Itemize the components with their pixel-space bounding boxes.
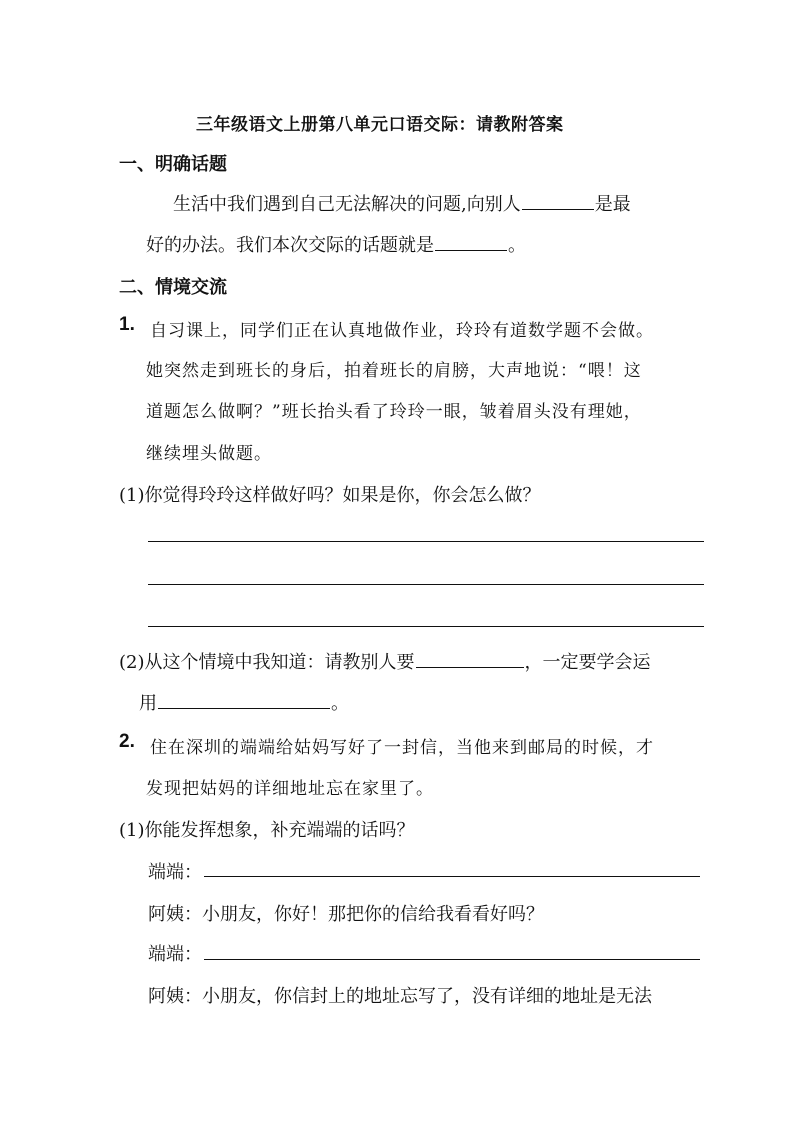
dialog-answer-line[interactable]	[204, 959, 700, 960]
question-1-sub2-tail: ，一定要学会运	[524, 652, 651, 673]
fill-blank[interactable]	[435, 249, 507, 251]
section2-heading: 二、情境交流	[119, 277, 227, 298]
question-2-number: 2.	[119, 731, 135, 752]
section1-line1	[173, 190, 631, 216]
question-1-sub1: (1)你觉得玲玲这样做好吗？如果是你，你会怎么做？	[119, 485, 541, 506]
section1-line1-tail: 是最	[594, 194, 631, 215]
dialog-text: 小朋友，你好！那把你的信给我看看好吗？	[202, 904, 544, 925]
question-1-sub2-line2	[139, 689, 349, 715]
dialog-text: 小朋友，你信封上的地址忘写了，没有详细的地址是无法	[202, 986, 652, 1007]
dialog-line	[148, 982, 652, 1008]
section1-heading: 一、明确话题	[119, 154, 227, 175]
dialog-line	[148, 900, 544, 926]
section1-line2-text: 好的办法。我们本次交际的话题就是	[146, 235, 434, 256]
answer-line[interactable]	[148, 626, 704, 627]
question-1-line: 她突然走到班长的身后，拍着班长的肩膀，大声地说：“喂！这	[146, 361, 642, 381]
question-1-sub2-text: (2)从这个情境中我知道：请教别人要	[119, 652, 415, 673]
question-1-number: 1.	[119, 314, 135, 335]
question-1-sub2-line2-tail: 。	[331, 693, 349, 714]
fill-blank[interactable]	[522, 208, 594, 210]
question-1-sub2-line2-text: 用	[139, 693, 157, 714]
question-1-line: 道题怎么做啊？”班长抬头看了玲玲一眼，皱着眉头没有理她，	[146, 402, 642, 422]
dialog-speaker: 端端：	[148, 862, 202, 883]
question-2-line: 发现把姑妈的详细地址忘在家里了。	[146, 779, 434, 799]
question-1-line: 继续埋头做题。	[146, 444, 272, 464]
answer-line[interactable]	[148, 541, 704, 542]
question-1-sub2	[119, 648, 651, 674]
page-title: 三年级语文上册第八单元口语交际：请教附答案	[196, 115, 564, 135]
section1-line2	[146, 231, 526, 257]
fill-blank[interactable]	[158, 707, 330, 709]
section1-line2-tail: 。	[508, 235, 526, 256]
question-2-line: 住在深圳的端端给姑妈写好了一封信，当他来到邮局的时候，才	[150, 738, 654, 758]
section1-line1-text: 生活中我们遇到自己无法解决的问题,向别人	[173, 194, 521, 215]
dialog-speaker: 阿姨：	[148, 986, 202, 1007]
fill-blank[interactable]	[416, 666, 524, 668]
dialog-answer-line[interactable]	[204, 876, 700, 877]
question-1-line: 自习课上，同学们正在认真地做作业，玲玲有道数学题不会做。	[150, 321, 654, 341]
dialog-speaker: 端端：	[148, 944, 202, 965]
question-2-sub1: (1)你能发挥想象，补充端端的话吗？	[119, 820, 415, 841]
answer-line[interactable]	[148, 584, 704, 585]
dialog-speaker: 阿姨：	[148, 904, 202, 925]
